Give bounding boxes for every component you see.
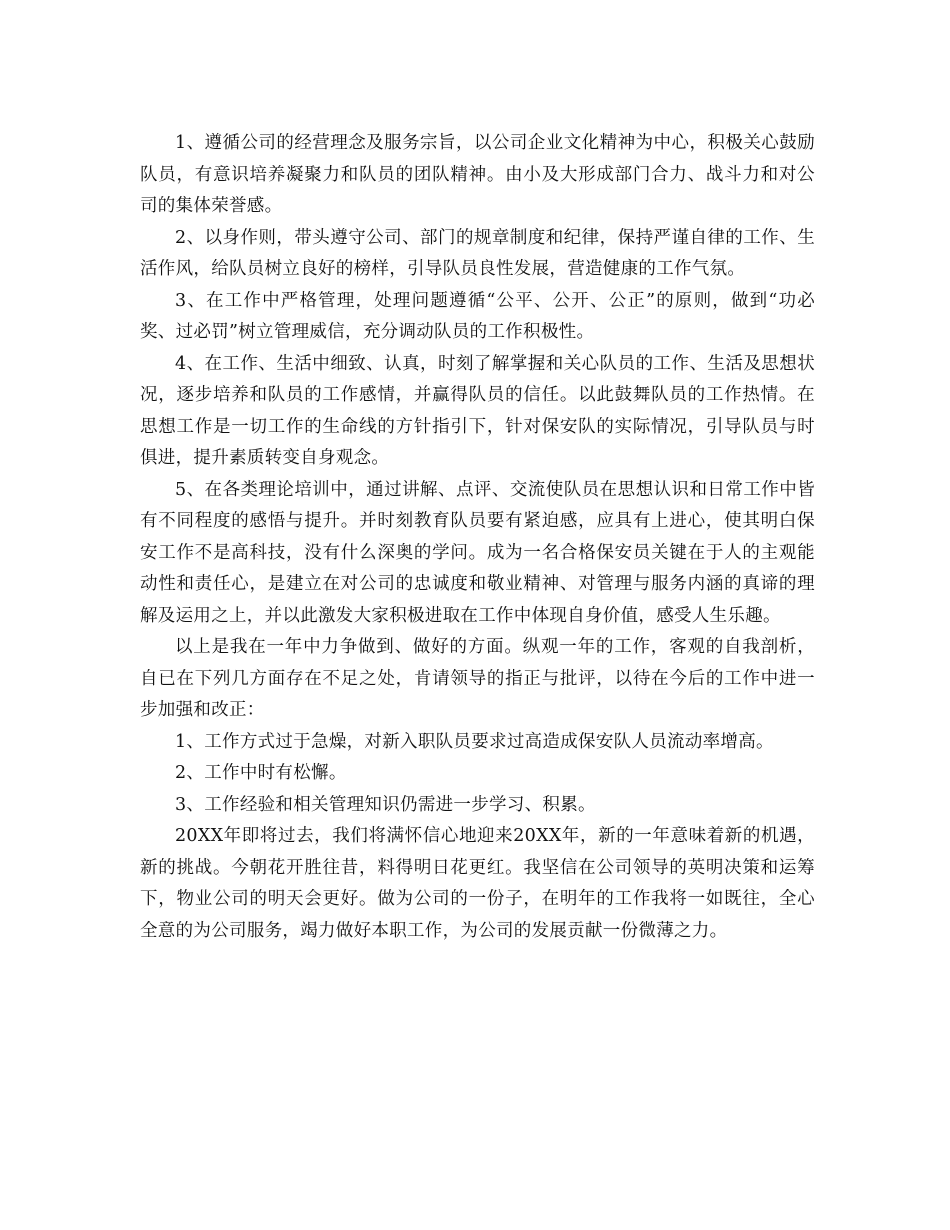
paragraph-3: 3、在工作中严格管理，处理问题遵循“公平、公开、公正”的原则，做到“功必奖、过必罚”树立管理威信，充分调动队员的工作积极性。 (140, 290, 815, 342)
paragraph-2: 2、以身作则，带头遵守公司、部门的规章制度和纪律，保持严谨自律的工作、生活作风，给队员树立良好的榜样，引导队员良性发展，营造健康的工作气氛。 (140, 227, 815, 279)
document-body (140, 128, 815, 947)
paragraph-summary: 以上是我在一年中力争做到、做好的方面。纵观一年的工作，客观的自我剖析，自已在下列几方面存在不足之处，肯请领导的指正与批评，以待在今后的工作中进一步加强和改正： (140, 637, 815, 720)
paragraph-4: 4、在工作、生活中细致、认真，时刻了解掌握和关心队员的工作、生活及思想状况，逐步培养和队员的工作感情，并赢得队员的信任。以此鼓舞队员的工作热情。在思想工作是一切工作的生命线的方针指引下，针对保安队的实际情况，引导队员与时俱进，提升素质转变自身观念。 (140, 353, 815, 468)
paragraph-closing: 20XX年即将过去，我们将满怀信心地迎来20XX年，新的一年意味着新的机遇，新的挑战。今朝花开胜往昔，料得明日花更红。我坚信在公司领导的英明决策和运筹下，物业公司的明天会更好。做为公司的一份子，在明年的工作我将一如既往，全心全意的为公司服务，竭力做好本职工作，为公司的发展贡献一份微薄之力。 (140, 826, 815, 941)
shortcoming-3: 3、工作经验和相关管理知识仍需进一步学习、积累。 (175, 794, 596, 815)
paragraph-1: 1、遵循公司的经营理念及服务宗旨，以公司企业文化精神为中心，积极关心鼓励队员，有意识培养凝聚力和队员的团队精神。由小及大形成部门合力、战斗力和对公司的集体荣誉感。 (140, 133, 815, 216)
paragraph-5: 5、在各类理论培训中，通过讲解、点评、交流使队员在思想认识和日常工作中皆有不同程度的感悟与提升。并时刻教育队员要有紧迫感，应具有上进心，使其明白保安工作不是高科技，没有什么深奥的学问。成为一名合格保安员关键在于人的主观能动性和责任心，是建立在对公司的忠诚度和敬业精神、对管理与服务内涵的真谛的理解及运用之上，并以此激发大家积极进取在工作中体现自身价值，感受人生乐趣。 (140, 479, 815, 626)
shortcoming-1: 1、工作方式过于急燥，对新入职队员要求过高造成保安队人员流动率增高。 (175, 731, 774, 752)
shortcoming-2: 2、工作中时有松懈。 (175, 763, 347, 783)
